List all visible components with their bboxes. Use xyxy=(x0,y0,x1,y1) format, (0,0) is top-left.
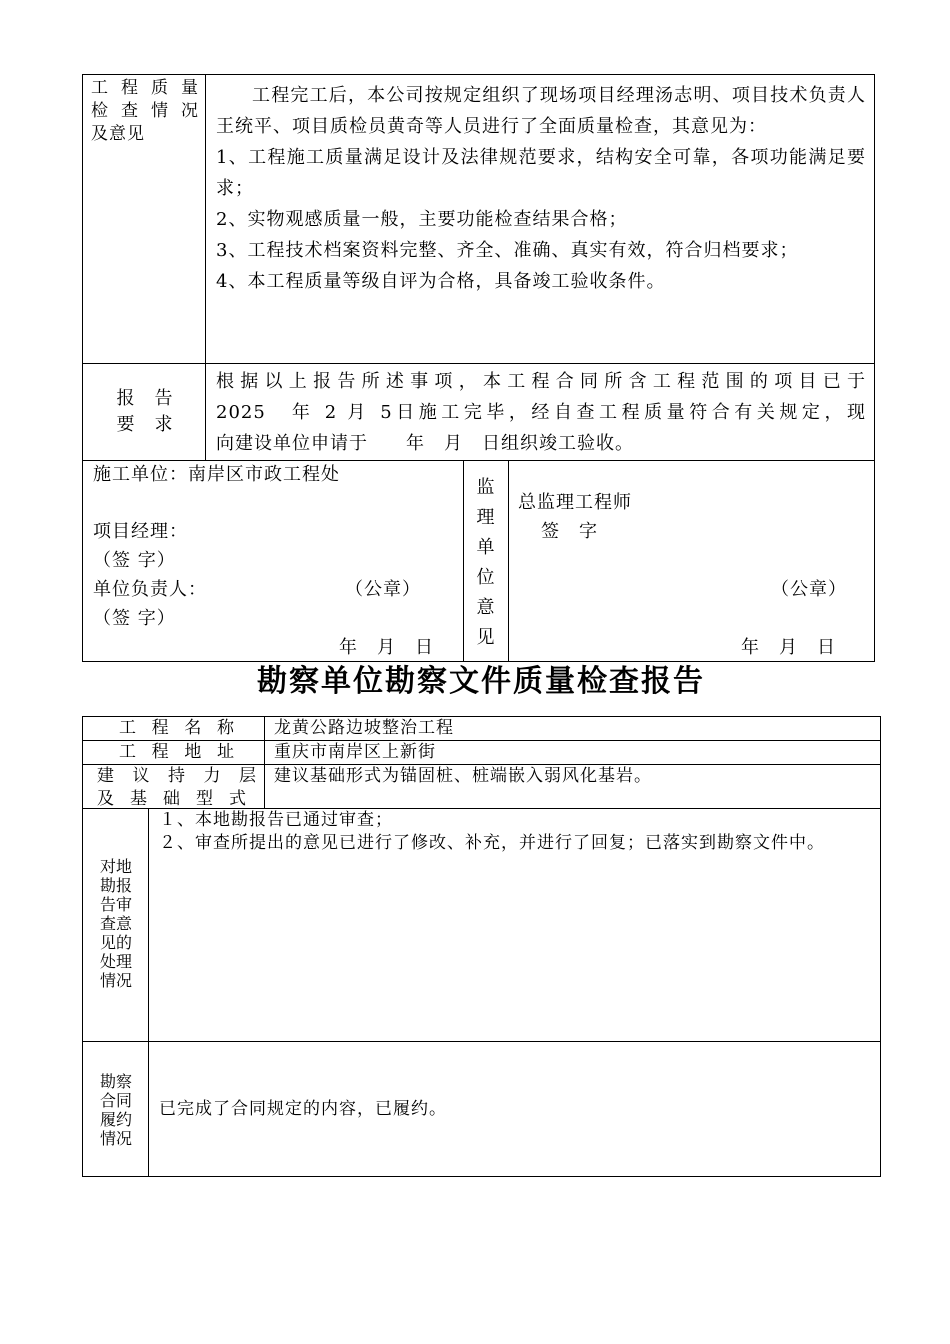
quality-label-cell xyxy=(82,74,206,363)
review-item: ２、审查所提出的意见已进行了修改、补充，并进行了回复；已落实到勘察文件中。 xyxy=(159,833,825,853)
project-manager-label: 项目经理： xyxy=(93,521,188,542)
review-label-line: 告审 xyxy=(99,895,132,914)
report-label-line-2: 要 求 xyxy=(116,414,174,435)
document-title: 勘察单位勘察文件质量检查报告 xyxy=(257,664,705,699)
quality-label-line-1: 工程质量 xyxy=(91,78,199,98)
quality-label-line-3: 及意见 xyxy=(91,124,145,144)
name-label: 工程名称 xyxy=(119,718,235,738)
review-label-line: 情况 xyxy=(99,971,132,990)
report-label-cell xyxy=(82,363,206,460)
contract-value: 已完成了合同规定的内容，已履约。 xyxy=(159,1099,447,1119)
seal-label: （公章） xyxy=(771,579,847,600)
supervision-label-cell xyxy=(463,460,508,662)
address-value-cell xyxy=(265,740,881,764)
quality-content-cell xyxy=(206,74,875,363)
supervision-label-char: 见 xyxy=(476,627,496,648)
report-label-line-1: 报 告 xyxy=(116,388,174,409)
construction-unit: 施工单位：南岸区市政工程处 xyxy=(93,464,340,485)
quality-label-line-2: 检查情况 xyxy=(91,101,199,121)
report-text-line-3: 向建设单位申请于 年 月 日组织竣工验收。 xyxy=(216,433,634,454)
bearing-label-line-1: 建议持力层 xyxy=(97,766,257,786)
supervision-label-char: 监 xyxy=(476,477,496,498)
name-label-cell xyxy=(82,716,265,740)
signature-label: （签 字） xyxy=(93,608,176,629)
quality-item: 3、工程技术档案资料完整、齐全、准确、真实有效，符合归档要求； xyxy=(216,240,799,261)
contract-label-line: 履约 xyxy=(99,1110,132,1129)
review-label-line: 处理 xyxy=(99,952,132,971)
contract-content-cell xyxy=(149,1041,881,1177)
project-name: 龙黄公路边坡整治工程 xyxy=(274,718,454,738)
quality-item: 2、实物观感质量一般，主要功能检查结果合格； xyxy=(216,209,628,230)
bearing-label-cell xyxy=(82,764,265,808)
review-label-line: 对地 xyxy=(99,857,132,876)
report-text-line-1: 根据以上报告所述事项，本工程合同所含工程范围的项目已于 xyxy=(216,371,866,392)
project-address: 重庆市南岸区上新街 xyxy=(274,742,436,762)
review-content-cell xyxy=(149,808,881,1041)
bearing-value: 建议基础形式为锚固桩、桩端嵌入弱风化基岩。 xyxy=(274,766,652,786)
contract-label-line: 合同 xyxy=(99,1091,132,1110)
date-label: 年 月 日 xyxy=(741,637,836,658)
supervision-label-char: 单 xyxy=(476,537,496,558)
quality-intro: 工程完工后，本公司按规定组织了现场项目经理汤志明、项目技术负责人王统平、项目质检员黄奇等人员进行了全面质量检查，其意见为： xyxy=(216,85,866,137)
contract-label-line: 勘察 xyxy=(99,1072,132,1091)
name-value-cell xyxy=(265,716,881,740)
quality-item: 1、工程施工质量满足设计及法律规范要求，结构安全可靠，各项功能满足要求； xyxy=(216,147,866,199)
address-label: 工程地址 xyxy=(119,742,235,762)
signature-label: 签 字 xyxy=(541,521,598,542)
review-label-cell xyxy=(82,808,149,1041)
contract-label-line: 情况 xyxy=(99,1129,132,1148)
report-text-line-2: 2025 年 2 月 5日施工完毕，经自查工程质量符合有关规定，现 xyxy=(216,402,866,423)
supervision-label-char: 理 xyxy=(476,507,496,528)
chief-supervisor-label: 总监理工程师 xyxy=(518,492,632,513)
review-label-line: 见的 xyxy=(99,933,132,952)
address-label-cell xyxy=(82,740,265,764)
report-content-cell xyxy=(206,363,875,460)
supervision-label-char: 意 xyxy=(476,597,496,618)
date-label: 年 月 日 xyxy=(339,637,434,658)
seal-label: （公章） xyxy=(345,579,421,600)
bearing-label-line-2: 及基础型式 xyxy=(97,789,247,809)
review-label-line: 查意 xyxy=(99,914,132,933)
unit-head-label: 单位负责人： xyxy=(93,579,207,600)
supervision-content-cell xyxy=(508,460,875,662)
construction-unit-cell xyxy=(82,460,463,662)
supervision-label-char: 位 xyxy=(476,567,496,588)
quality-item: 4、本工程质量等级自评为合格，具备竣工验收条件。 xyxy=(216,271,666,292)
review-item: １、本地勘报告已通过审查； xyxy=(159,810,393,830)
signature-label: （签 字） xyxy=(93,550,176,571)
review-label-line: 勘报 xyxy=(99,876,132,895)
bearing-value-cell xyxy=(265,764,881,808)
contract-label-cell xyxy=(82,1041,149,1177)
